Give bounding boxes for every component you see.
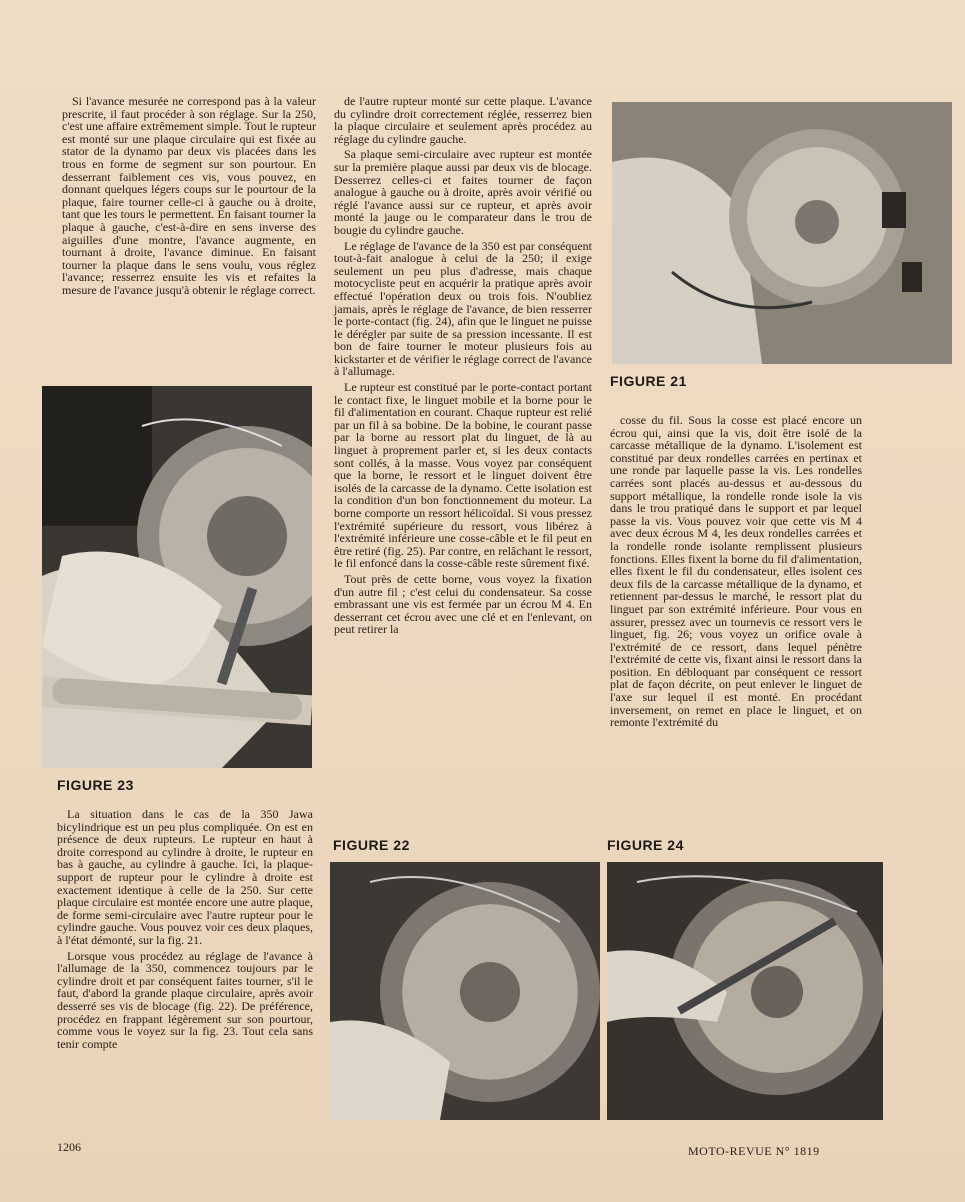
paragraph: Le réglage de l'avance de la 350 est par conséquent tout-à-fait analogue à celui de la 250; il exige seulement un peu plus d'adresse, mais chaque motocycliste peut en acquérir la pratique après avoir effectué l'opération deux ou trois fois. N'oubliez jamais, après le réglage de l'avance, de bien resserrer le porte-contact (fig. 24), afin que le linguet ne puisse le dérégler par suite de sa pression incessante. Il est bon de faire tourner le moteur plusieurs fois au kickstarter et de vérifier le réglage correct de l'avance à l'allumage.	[334, 238, 592, 379]
photo-figure-22	[330, 862, 600, 1120]
magazine-issue: MOTO-REVUE N° 1819	[688, 1144, 820, 1158]
text-column-left-top	[62, 95, 316, 367]
paragraph: Si l'avance mesurée ne correspond pas à la valeur prescrite, il faut procéder à son réglage. Sur la 250, c'est une affaire extrêmement simple. Tout le rupteur est monté sur une plaque circulaire qui est fixée au stator de la dynamo par deux vis placées dans les trous en forme de segment sur son pourtour. En desserrant faiblement ces vis, vous pouvez, en donnant quelques légers coups sur le pourtour de la plaque, faire tourner celle-ci à gauche ou à droite, tant que les tours le permettent. En faisant tourner la plaque à gauche, c'est-à-dire en sens inverse des aiguilles d'une montre, l'avance augmente, en tournant à droite, l'avance diminue. En faisant tourner la plaque dans le sens voulu, vous réglez l'avance; resserrez ensuite les vis et refaites la mesure de l'avance jusqu'à obtenir le réglage correct.	[62, 94, 316, 297]
paragraph: cosse du fil. Sous la cosse est placé encore un écrou qui, ainsi que la vis, doit être isolé de la carcasse métallique de la dynamo. L'isolement est constitué par deux rondelles carrées en pertinax et une ronde par laquelle passe la vis. Les rondelles carrées sont placés au-dessus et au-dessous du support métallique, la rondelle ronde isole la vis dans le trou pratiqué dans le support et par lequel passe la vis. Vous pouvez voir que cette vis M 4 avec deux écrous M 4, les deux rondelles carrées et la rondelle ronde isolante remplissent plusieurs fonctions. Elles fixent la borne du fil d'alimentation, elles fixent le fil du condensateur, elles isolent ces deux fils de la carcasse métallique de la dynamo, et retiennent par-dessus le marché, le ressort plat du linguet par son extrémité inférieure. Pour vous en assurer, pressez avec un tournevis ce ressort vers le linguet, fig. 26; vous voyez un orifice ovale à l'extrémité de ce ressort, dans lequel pénètre l'extrémité de cette vis, fixant ainsi le ressort dans la position. En débloquant par conséquent ce ressort plat de façon décrite, on peut enlever le linguet de l'axe sur lequel il est monté. En procédant inversement, on remet en place le linguet, et on remonte l'extrémité du	[610, 413, 862, 730]
photo-figure-23	[42, 386, 312, 768]
paragraph: Tout près de cette borne, vous voyez la fixation d'un autre fil ; c'est celui du condensateur. Sa cosse embrassant une vis est fermée par un écrou M 4. En desserrant cet écrou avec une clé et en l'enlevant, on peut retirer la	[334, 571, 592, 637]
text-column-left-bottom	[57, 808, 313, 1148]
paragraph: Sa plaque semi-circulaire avec rupteur est montée sur la première plaque aussi par deux vis de blocage. Desserrez celles-ci et faites tourner de façon analogue à gauche ou à droite, après avoir vérifié ou réglé l'avance aussi sur ce rupteur, et après avoir monté la jauge ou le comparateur dans le trou de bougie du cylindre gauche.	[334, 147, 592, 237]
paragraph: Le rupteur est constitué par le porte-contact portant le contact fixe, le linguet mobile et la borne pour le fil d'alimentation en courant. Chaque rupteur est relié par un fil à sa bobine. De la bobine, le courant passe par la borne au ressort plat du linguet, de là au linguet à proprement parler et, si les deux contacts sont collés, à la masse. Vous voyez par conséquent que la borne, le ressort et le linguet doivent être isolés de la carcasse de la dynamo. Cette isolation est la condition d'un bon fonctionnement du moteur. La borne comporte un ressort hélicoïdal. Si vous pressez l'extrémité supérieure du ressort, vous libérez à l'extrémité inférieure une cosse-câble et le fil peut en être retiré (fig. 25). Par contre, en relâchant le ressort, le fil enfoncé dans la cosse-câble reste sûrement fixé.	[334, 380, 592, 571]
photo-figure-21	[612, 102, 952, 364]
paragraph: Lorsque vous procédez au réglage de l'avance à l'allumage de la 350, commencez toujours par le cylindre droit et par conséquent faites tourner, s'il le faut, d'abord la grande plaque circulaire, après avoir desserré ses vis de blocage (fig. 22). De préférence, procédez en frappant légèrement sur son pourtour, comme vous le voyez sur la fig. 23. Tout cela sans tenir compte	[57, 948, 313, 1051]
text-column-right	[610, 414, 862, 826]
paragraph: de l'autre rupteur monté sur cette plaque. L'avance du cylindre droit correctement réglée, resserrez bien la plaque circulaire et seulement après procédez au réglage du cylindre gauche.	[334, 94, 592, 146]
page-number: 1206	[57, 1140, 81, 1154]
caption-figure-22: FIGURE 22	[333, 837, 410, 853]
caption-figure-24: FIGURE 24	[607, 837, 684, 853]
text-column-middle	[334, 95, 592, 823]
paragraph: La situation dans le cas de la 350 Jawa bicylindrique est un peu plus compliquée. On est en présence de deux rupteurs. Le rupteur en haut à droite correspond au cylindre à droite, le rupteur en bas à gauche, au cylindre à gauche. Ici, la plaque-support de rupteur pour le cylindre à droite est exactement identique à celle de la 250. Sur cette plaque circulaire est montée encore une autre plaque, de forme semi-circulaire avec l'autre rupteur pour le cylindre gauche. Vous pouvez voir ces deux plaques, à l'état démonté, sur la fig. 21.	[57, 807, 313, 947]
caption-figure-21: FIGURE 21	[610, 373, 687, 389]
caption-figure-23: FIGURE 23	[57, 777, 134, 793]
photo-figure-24	[607, 862, 883, 1120]
